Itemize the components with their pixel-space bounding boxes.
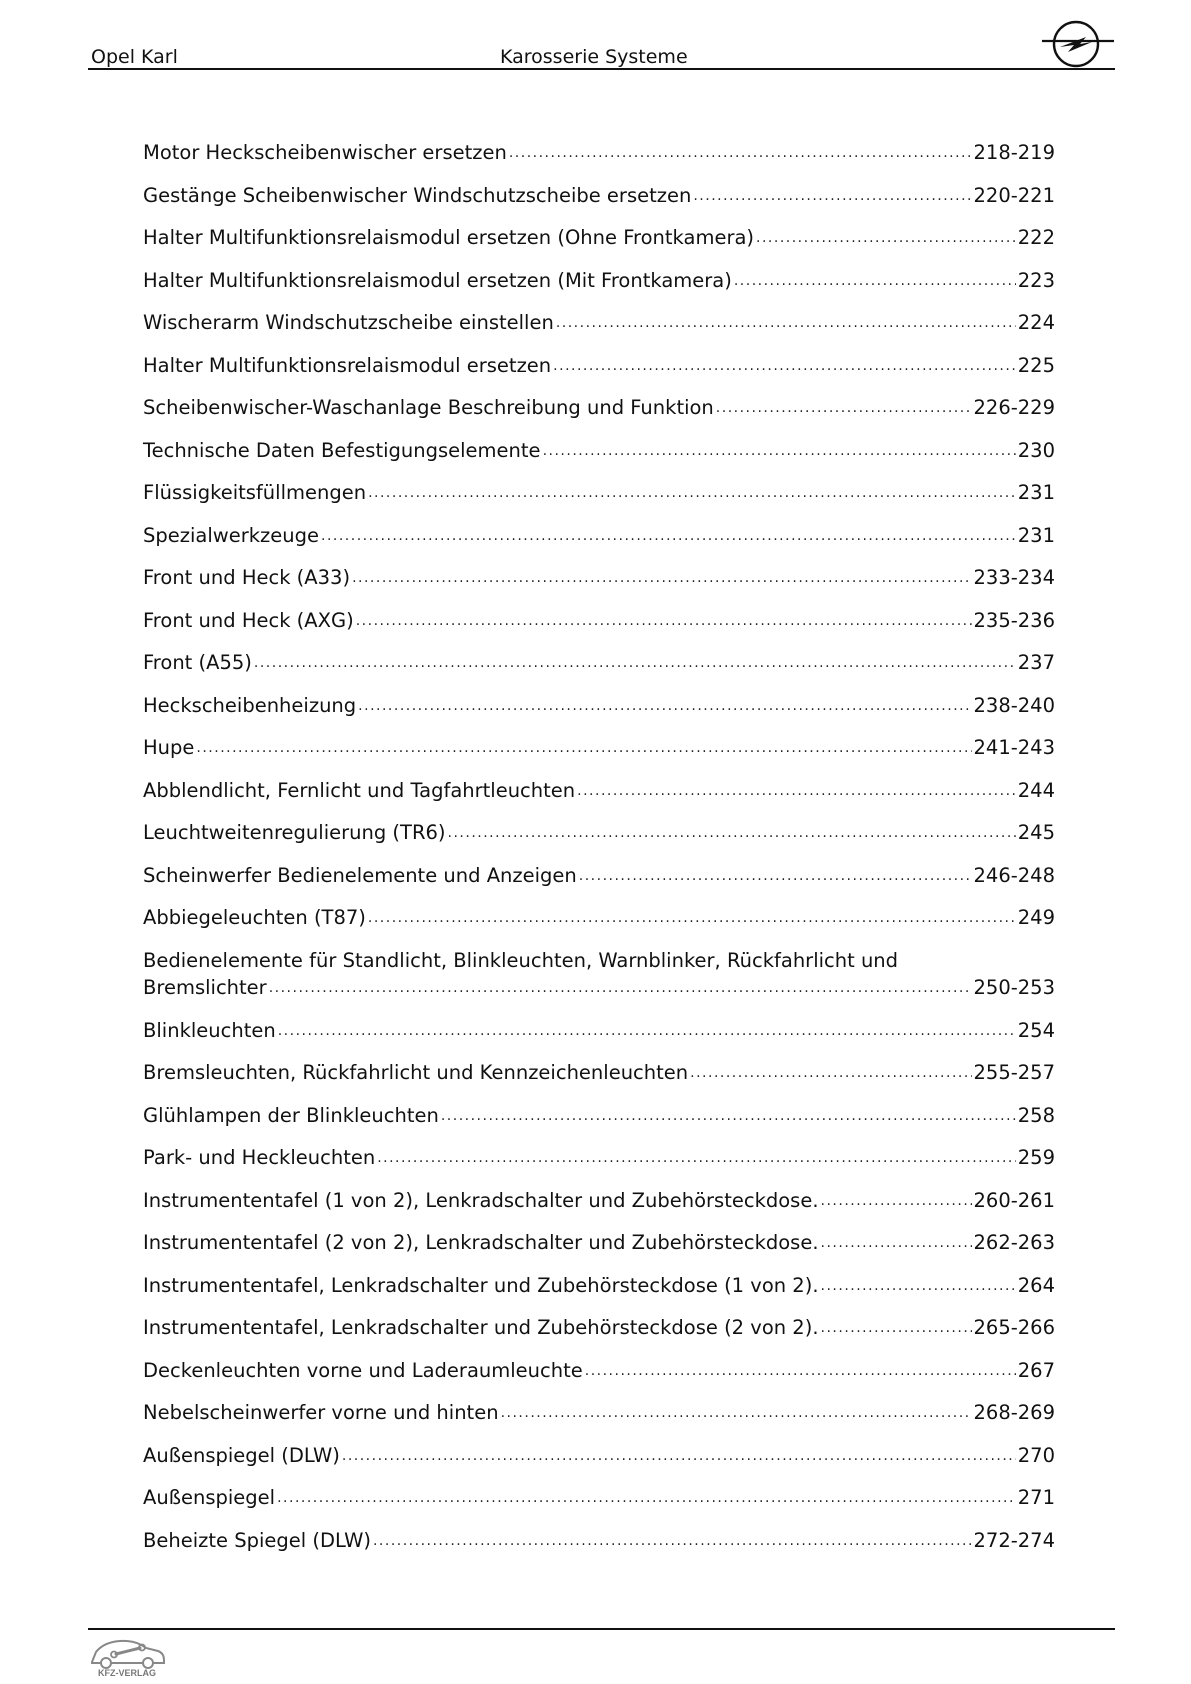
- toc-leader-dots: [579, 867, 972, 887]
- toc-leader-dots: [553, 357, 1016, 377]
- toc-leader-dots: [509, 144, 972, 164]
- toc-entry-page: 218-219: [973, 141, 1055, 164]
- toc-entry-title: Front (A55): [143, 651, 252, 674]
- toc-leader-dots: [448, 824, 1016, 844]
- toc-entry: [143, 1187, 1055, 1230]
- toc-entry-title: Instrumententafel (2 von 2), Lenkradschalter und Zubehörsteckdose.: [143, 1231, 819, 1254]
- toc-entry: [143, 139, 1055, 182]
- toc-entry: [143, 352, 1055, 395]
- toc-leader-dots: [556, 314, 1016, 334]
- toc-leader-dots: [716, 399, 972, 419]
- toc-leader-dots: [377, 1149, 1016, 1169]
- toc-leader-dots: [321, 527, 1016, 547]
- toc-leader-dots: [821, 1192, 972, 1212]
- toc-entry: [143, 1357, 1055, 1400]
- toc-entry-page: 254: [1017, 1018, 1055, 1042]
- toc-entry: [143, 1527, 1055, 1570]
- toc-entry-title: Scheibenwischer-Waschanlage Beschreibung und Funktion: [143, 396, 714, 419]
- toc-leader-dots: [821, 1319, 972, 1339]
- toc-entry-page: 245: [1017, 821, 1055, 844]
- toc-entry: [143, 734, 1055, 777]
- toc-entry-page: 267: [1017, 1358, 1055, 1382]
- toc-entry-title: Technische Daten Befestigungselemente: [143, 438, 541, 462]
- toc-entry-title: Flüssigkeitsfüllmengen: [143, 481, 367, 504]
- toc-entry-title: Leuchtweitenregulierung (TR6): [143, 821, 446, 844]
- toc-entry-page: 235-236: [973, 608, 1055, 632]
- toc-entry: [143, 1272, 1055, 1315]
- toc-entry-page: 226-229: [973, 396, 1055, 419]
- toc-entry-page: 258: [1017, 1103, 1055, 1127]
- header-left-title: Opel Karl: [91, 46, 178, 68]
- toc-entry-page: 233-234: [973, 566, 1055, 589]
- toc-entry-page: 255-257: [973, 1061, 1055, 1084]
- toc-entry-page: 223: [1017, 268, 1055, 292]
- toc-entry-page: 272-274: [973, 1528, 1055, 1552]
- toc-entry-page: 224: [1017, 311, 1055, 334]
- footer-divider: [88, 1628, 1115, 1630]
- toc-entry-page: 270: [1017, 1443, 1055, 1467]
- toc-entry-title-continued: Bremslichter: [143, 975, 267, 999]
- toc-entry: [143, 1102, 1055, 1145]
- toc-entry-page: 231: [1017, 523, 1055, 547]
- toc-entry-page: 271: [1017, 1486, 1055, 1509]
- toc-entry: [143, 607, 1055, 650]
- toc-entry: [143, 1017, 1055, 1060]
- toc-leader-dots: [277, 1489, 1016, 1509]
- toc-entry: [143, 522, 1055, 565]
- toc-entry-title: Gestänge Scheibenwischer Windschutzscheibe ersetzen: [143, 183, 692, 207]
- toc-entry-title: Deckenleuchten vorne und Laderaumleuchte: [143, 1358, 583, 1382]
- toc-leader-dots: [278, 1022, 1016, 1042]
- toc-entry-page: 262-263: [973, 1231, 1055, 1254]
- page-header: [88, 40, 1115, 70]
- toc-entry: [143, 1442, 1055, 1485]
- toc-entry-title: Park- und Heckleuchten: [143, 1146, 376, 1169]
- toc-entry: [143, 1229, 1055, 1272]
- table-of-contents: [143, 139, 1055, 1569]
- toc-entry: [143, 947, 1055, 1017]
- toc-entry: [143, 1399, 1055, 1442]
- footer-logo: [86, 1632, 168, 1682]
- toc-entry-title: Halter Multifunktionsrelaismodul ersetzen (Ohne Frontkamera): [143, 226, 755, 249]
- toc-entry-title: Front und Heck (A33): [143, 566, 351, 589]
- toc-leader-dots: [269, 979, 972, 1006]
- toc-entry-title: Wischerarm Windschutzscheibe einstellen: [143, 311, 554, 334]
- toc-leader-dots: [543, 442, 1016, 462]
- toc-leader-dots: [501, 1404, 972, 1424]
- toc-entry: [143, 1484, 1055, 1527]
- toc-entry: [143, 862, 1055, 905]
- toc-entry-title: Außenspiegel (DLW): [143, 1443, 340, 1467]
- toc-leader-dots: [368, 484, 1016, 504]
- toc-leader-dots: [368, 909, 1016, 929]
- toc-leader-dots: [693, 187, 971, 207]
- footer-brand-text: KFZ-VERLAG: [98, 1668, 156, 1678]
- toc-entry-page: 231: [1017, 481, 1055, 504]
- toc-entry: [143, 267, 1055, 310]
- toc-entry-title: Bedienelemente für Standlicht, Blinkleuchten, Warnblinker, Rückfahrlicht und: [143, 948, 899, 972]
- toc-entry: [143, 182, 1055, 225]
- toc-entry-page: 238-240: [973, 693, 1055, 717]
- toc-leader-dots: [352, 569, 971, 589]
- toc-entry-page: 237: [1017, 651, 1055, 674]
- toc-entry: [143, 309, 1055, 352]
- toc-entry: [143, 649, 1055, 692]
- toc-leader-dots: [756, 229, 1016, 249]
- toc-leader-dots: [196, 739, 971, 759]
- toc-entry-page: 260-261: [973, 1188, 1055, 1212]
- toc-leader-dots: [585, 1362, 1016, 1382]
- toc-entry-title: Glühlampen der Blinkleuchten: [143, 1103, 439, 1127]
- toc-leader-dots: [356, 612, 972, 632]
- toc-entry: [143, 904, 1055, 947]
- toc-entry-page: 246-248: [973, 863, 1055, 887]
- toc-entry-page: 230: [1017, 438, 1055, 462]
- toc-entry: [143, 394, 1055, 437]
- car-logo-icon: [86, 1632, 168, 1672]
- toc-leader-dots: [441, 1107, 1016, 1127]
- toc-entry-title: Blinkleuchten: [143, 1018, 276, 1042]
- toc-entry: [143, 479, 1055, 522]
- toc-entry: [143, 777, 1055, 820]
- toc-entry-page: 265-266: [973, 1316, 1055, 1339]
- header-divider: [88, 68, 1115, 70]
- toc-entry-page: 220-221: [973, 183, 1055, 207]
- toc-leader-dots: [821, 1234, 972, 1254]
- toc-entry-title: Halter Multifunktionsrelaismodul ersetzen (Mit Frontkamera): [143, 268, 732, 292]
- toc-entry-title: Nebelscheinwerfer vorne und hinten: [143, 1401, 499, 1424]
- toc-leader-dots: [734, 272, 1016, 292]
- toc-entry-page: 259: [1017, 1146, 1055, 1169]
- toc-entry-page: 249: [1017, 906, 1055, 929]
- toc-entry-title: Bremsleuchten, Rückfahrlicht und Kennzeichenleuchten: [143, 1061, 689, 1084]
- toc-leader-dots: [342, 1447, 1016, 1467]
- toc-entry-page: 250-253: [973, 975, 1055, 999]
- toc-entry-title: Instrumententafel, Lenkradschalter und Zubehörsteckdose (2 von 2).: [143, 1316, 819, 1339]
- toc-entry: [143, 819, 1055, 862]
- toc-entry-title: Heckscheibenheizung: [143, 693, 357, 717]
- toc-entry-page: 222: [1017, 226, 1055, 249]
- toc-entry-title: Außenspiegel: [143, 1486, 276, 1509]
- toc-entry-page: 264: [1017, 1273, 1055, 1297]
- header-center-title: Karosserie Systeme: [500, 46, 688, 68]
- toc-leader-dots: [577, 782, 1016, 802]
- toc-entry-title: Beheizte Spiegel (DLW): [143, 1528, 371, 1552]
- toc-entry-page: 268-269: [973, 1401, 1055, 1424]
- toc-entry-title: Front und Heck (AXG): [143, 608, 354, 632]
- toc-leader-dots: [358, 697, 971, 717]
- toc-entry-title: Scheinwerfer Bedienelemente und Anzeigen: [143, 863, 577, 887]
- toc-entry-page: 225: [1017, 353, 1055, 377]
- toc-entry-title: Motor Heckscheibenwischer ersetzen: [143, 141, 507, 164]
- toc-entry-title: Abblendlicht, Fernlicht und Tagfahrtleuchten: [143, 778, 576, 802]
- toc-entry: [143, 692, 1055, 735]
- toc-entry-page: 241-243: [973, 736, 1055, 759]
- toc-entry-title: Halter Multifunktionsrelaismodul ersetzen: [143, 353, 552, 377]
- toc-leader-dots: [690, 1064, 971, 1084]
- toc-entry: [143, 1144, 1055, 1187]
- toc-entry-title: Abbiegeleuchten (T87): [143, 906, 366, 929]
- toc-entry: [143, 224, 1055, 267]
- toc-entry-title: Instrumententafel (1 von 2), Lenkradschalter und Zubehörsteckdose.: [143, 1188, 819, 1212]
- toc-entry-title: Instrumententafel, Lenkradschalter und Zubehörsteckdose (1 von 2).: [143, 1273, 819, 1297]
- toc-leader-dots: [373, 1532, 972, 1552]
- toc-entry: [143, 1314, 1055, 1357]
- toc-leader-dots: [821, 1277, 1016, 1297]
- opel-logo-icon: [1040, 14, 1116, 70]
- toc-entry-page: 244: [1017, 778, 1055, 802]
- toc-entry: [143, 437, 1055, 480]
- toc-entry-title: Spezialwerkzeuge: [143, 523, 319, 547]
- toc-entry-title: Hupe: [143, 736, 195, 759]
- toc-leader-dots: [254, 654, 1016, 674]
- toc-entry: [143, 1059, 1055, 1102]
- toc-entry: [143, 564, 1055, 607]
